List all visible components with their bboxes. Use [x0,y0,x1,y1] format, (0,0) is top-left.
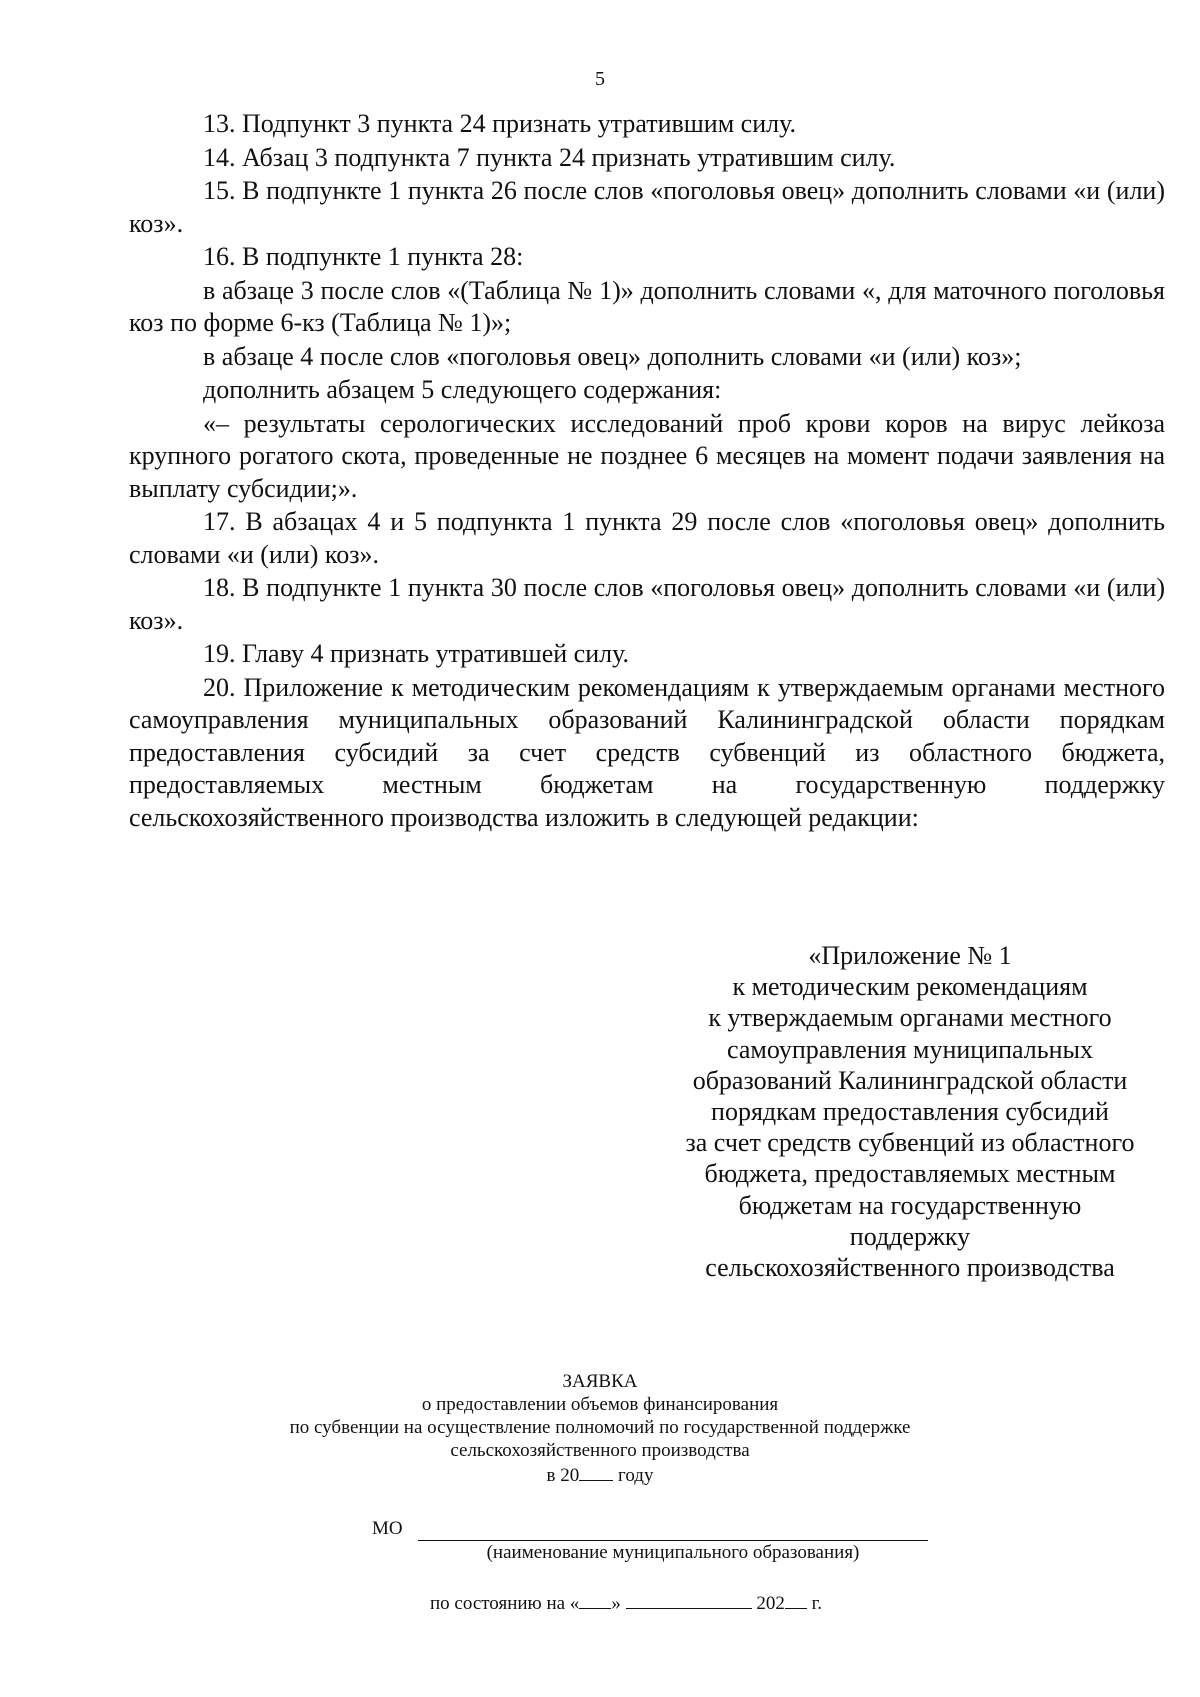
form-subtitle-line: по субвенции на осуществление полномочий по государственной поддержке [289,1417,911,1438]
paragraph-16-item-1: в абзаце 3 после слов «(Таблица № 1)» дополнить словами «, для маточного поголовья коз по форме 6-кз (Таблица № 1)»; [129,275,1165,337]
form-subtitle-line: сельскохозяйственного производства [450,1440,750,1461]
page-number: 5 [595,68,605,90]
appendix-line: самоуправления муниципальных [726,1034,1094,1064]
appendix-line: за счет средств субвенций из областного [685,1128,1135,1158]
paragraph-16-item-3: дополнить абзацем 5 следующего содержания: [203,375,722,404]
appendix-line: к утверждаемым органами местного [708,1003,1112,1033]
appendix-line: бюджетам на государственную [738,1190,1082,1220]
paragraph-14: 14. Абзац 3 подпункта 7 пункта 24 признать утратившим силу. [203,142,896,172]
paragraph-15: 15. В подпункте 1 пункта 26 после слов «поголовья овец» дополнить словами «и (или) коз». [129,176,1165,238]
state-year-prefix: 202 [756,1593,785,1614]
form-year-row [0,1462,1200,1487]
form-title: ЗАЯВКА [562,1371,638,1392]
application-form-header [0,1370,1200,1487]
state-mid: » [611,1593,621,1614]
appendix-line: к методическим рекомендациям [732,972,1088,1002]
appendix-line: порядкам предоставления субсидий [711,1097,1109,1127]
month-blank[interactable] [626,1590,752,1609]
paragraph-18: 18. В подпункте 1 пункта 30 после слов «поголовья овец» дополнить словами «и (или) коз». [129,573,1165,635]
appendix-line: сельскохозяйственного производства [705,1253,1115,1283]
year-prefix: в 20 [546,1465,580,1486]
paragraph-16: 16. В подпункте 1 пункта 28: [203,242,524,271]
appendix-line: бюджета, предоставляемых местным [704,1159,1116,1189]
state-year-blank[interactable] [785,1590,807,1609]
state-year-suffix: г. [811,1593,822,1614]
form-subtitle-line: о предоставлении объемов финансирования [421,1394,779,1415]
appendix-line: поддержку [849,1221,971,1251]
amendments-text [129,108,1165,834]
mo-caption: (наименование муниципального образования) [486,1542,860,1563]
mo-label: МО [372,1518,403,1539]
appendix-line: «Приложение № 1 [808,941,1012,970]
paragraph-17: 17. В абзацах 4 и 5 подпункта 1 пункта 29 после слов «поголовья овец» дополнить словами «и (или) коз». [129,507,1165,569]
year-suffix: году [618,1465,654,1486]
paragraph-16-item-2: в абзаце 4 после слов «поголовья овец» дополнить словами «и (или) коз»; [203,341,1022,371]
appendix-heading [620,940,1200,1283]
state-prefix: по состоянию на « [430,1593,580,1614]
appendix-line: образований Калининградской области [692,1065,1128,1095]
paragraph-13: 13. Подпункт 3 пункта 24 признать утратившим силу. [203,109,796,138]
mo-name-field[interactable] [418,1540,928,1541]
paragraph-19: 19. Главу 4 признать утратившей силу. [203,639,629,668]
day-blank[interactable] [579,1590,611,1609]
state-date-row [430,1590,822,1615]
year-blank[interactable] [579,1462,613,1481]
paragraph-20: 20. Приложение к методическим рекомендациям к утверждаемым органами местного самоуправления муниципальных образований Калининградской области порядкам предоставления субсидий за счет средств субвенций из областного бюджета, предоставляемых местным бюджетам на государственную поддержку сельскохозяйственного производства изложить в следующей редакции: [129,672,1165,832]
paragraph-16-quote: «– результаты серологических исследований проб крови коров на вирус лейкоза крупного рогатого скота, проведенные не позднее 6 месяцев на момент подачи заявления на выплату субсидии;». [129,408,1165,503]
